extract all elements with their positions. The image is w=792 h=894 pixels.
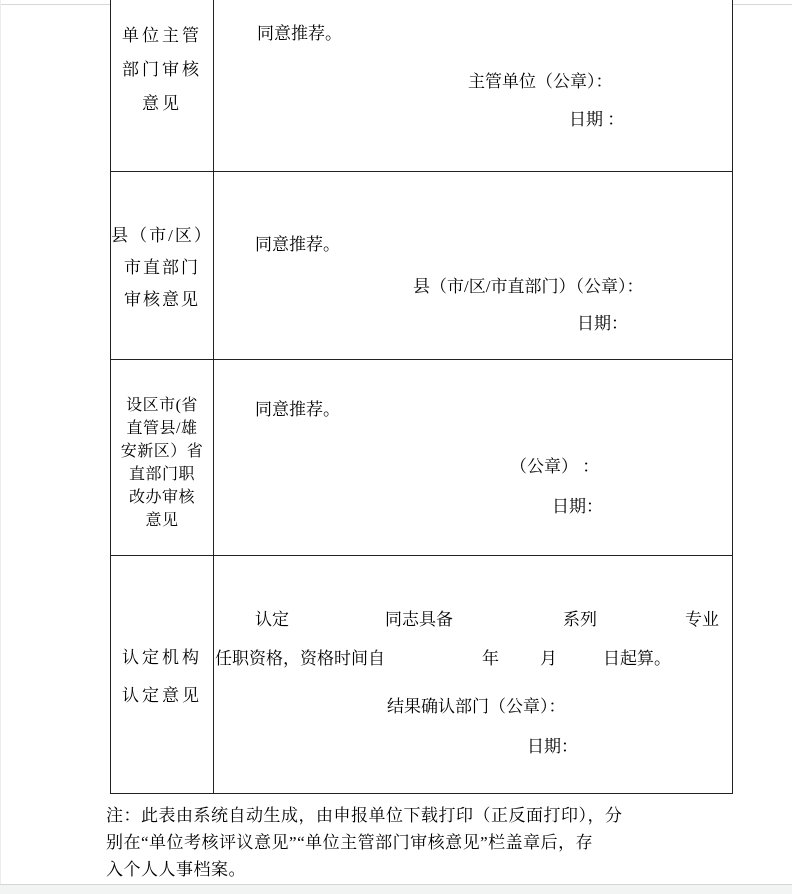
label-line: 改办审核 (128, 488, 195, 506)
footer-note-line: 入个人人事档案。 (106, 860, 246, 879)
date-line: 日期： (527, 737, 578, 756)
date-line: 日期： (577, 314, 628, 333)
row-prefecture-province-audit (111, 360, 732, 556)
footer-note-line: 别在“单位考核评议意见”“单位主管部门审核意见”栏盖章后，存 (106, 833, 594, 852)
prefecture-province-audit-content (214, 360, 732, 555)
label-line: 单位主管 (122, 26, 202, 45)
agree-recommendation-text: 同意推荐。 (255, 235, 340, 254)
seal-line: （公章） ： (510, 457, 600, 476)
day-start-text: 日起算。 (603, 649, 671, 668)
label-line: 县（市/区） (111, 225, 213, 245)
date-line: 日期 ： (569, 110, 625, 129)
label-line: 认定机构 (122, 648, 202, 667)
certify-text: 认定 (255, 610, 289, 629)
seal-line: 主管单位（公章）： (468, 72, 613, 91)
label-line: 意见 (145, 511, 179, 529)
page-left-edge (0, 0, 1, 894)
label-line: 直管县/雄 (126, 419, 198, 437)
label-line: 直部门职 (128, 465, 195, 483)
page-bottom-gap (0, 885, 792, 894)
comrade-qualifies-text: 同志具备 (385, 610, 453, 629)
unit-supervisor-audit-label (111, 0, 214, 171)
row-unit-supervisor-audit (111, 0, 732, 172)
label-line: 认定意见 (122, 686, 202, 705)
label-line: 市直部门 (124, 257, 200, 277)
certification-authority-content (214, 556, 732, 793)
unit-supervisor-audit-content (214, 0, 732, 171)
label-line: 安新区）省 (120, 442, 204, 460)
approval-opinions-table (110, 0, 733, 794)
year-text: 年 (482, 649, 499, 668)
month-text: 月 (540, 649, 557, 668)
agree-recommendation-text: 同意推荐。 (257, 24, 342, 43)
row-county-city-audit (111, 172, 732, 360)
footer-note-line: 注：此表由系统自动生成，由申报单位下载打印（正反面打印），分 (106, 806, 623, 825)
label-line: 设区市(省 (126, 396, 198, 414)
county-city-audit-content (214, 172, 732, 359)
seal-line: 县（市/区/市直部门）（公章）： (413, 277, 644, 296)
major-text: 专业 (685, 610, 719, 629)
label-line: 意见 (142, 94, 182, 113)
footer-note (106, 802, 666, 883)
row-certification-authority-opinion (111, 556, 732, 794)
prefecture-province-audit-label (111, 360, 214, 555)
label-line: 审核意见 (124, 289, 200, 309)
certification-authority-label (111, 556, 214, 793)
label-line: 部门审核 (122, 60, 202, 79)
series-text: 系列 (563, 610, 597, 629)
agree-recommendation-text: 同意推荐。 (255, 400, 340, 419)
date-line: 日期： (552, 497, 603, 516)
qualification-time-text: 任职资格，资格时间自 (215, 649, 385, 668)
seal-line: 结果确认部门（公章）： (387, 697, 566, 716)
county-city-audit-label (111, 172, 214, 359)
